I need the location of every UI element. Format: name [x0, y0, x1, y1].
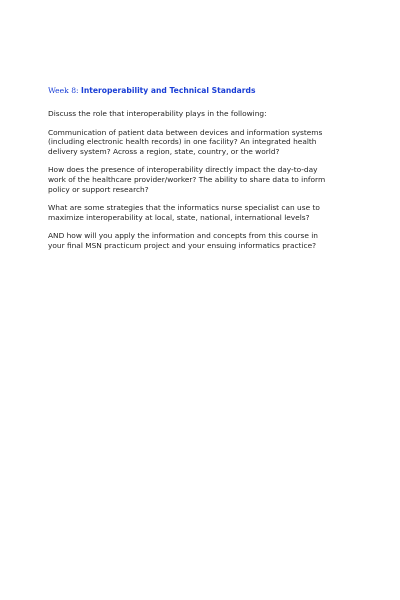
paragraph-communication-question: Communication of patient data between devices and information systems (including electronic health records) in one facility? An integrated health delivery system? Across a region, state, country, or the world?: [48, 127, 323, 156]
paragraph-strategies-question: What are some strategies that the informatics nurse specialist can use to maximize interoperability at local, state, national, international levels?: [48, 203, 320, 222]
paragraph-impact-question: How does the presence of interoperability directly impact the day-to-day work of the healthcare provider/worker? The ability to share data to inform policy or support research?: [48, 165, 326, 194]
paragraph-intro: Discuss the role that interoperability plays in the following:: [48, 109, 267, 118]
document-content: [48, 86, 360, 260]
document-heading: [48, 86, 360, 96]
heading-week-label: Week 8:: [48, 86, 81, 95]
paragraph-application-question: AND how will you apply the information and concepts from this course in your final MSN practicum project and your ensuing informatics practice?: [48, 231, 318, 250]
heading-title: Interoperability and Technical Standards: [81, 86, 256, 95]
